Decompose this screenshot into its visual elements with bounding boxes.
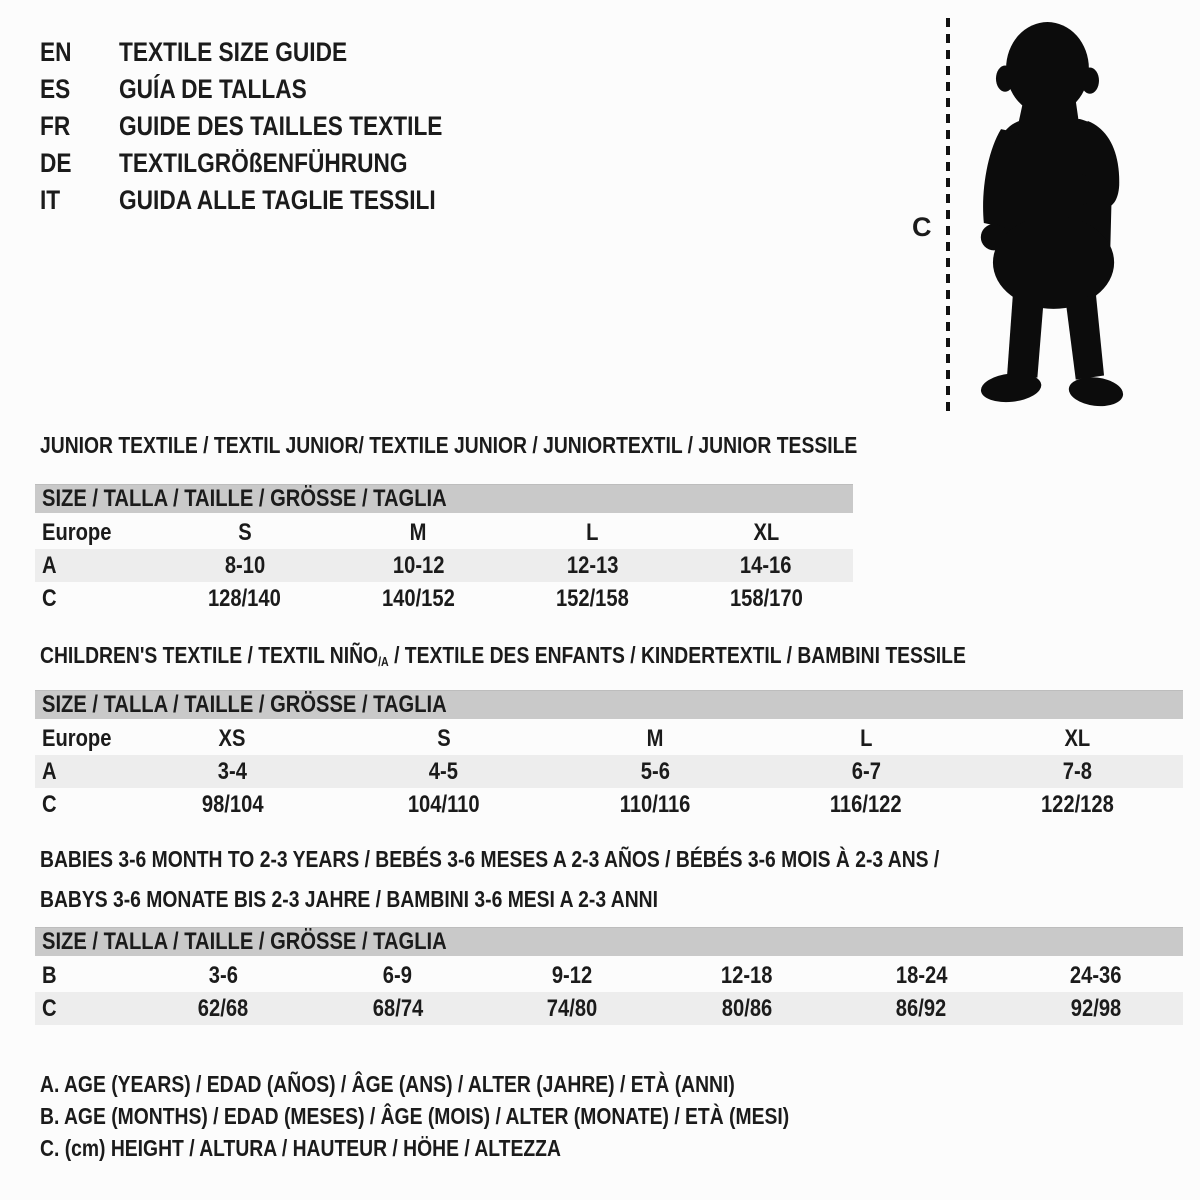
row-label: Europe [42, 518, 112, 546]
size-cell: L [586, 518, 599, 546]
size-cell: 3-4 [217, 757, 248, 785]
size-cell: M [410, 518, 427, 546]
guide-title-es: GUÍA DE TALLAS [119, 74, 307, 104]
size-cell: 8-10 [224, 551, 265, 579]
size-cell: 158/170 [729, 584, 803, 612]
size-cell: 12-18 [720, 961, 773, 989]
junior-section-title: JUNIOR TEXTILE / TEXTIL JUNIOR/ TEXTILE JUNIOR / JUNIORTEXTIL / JUNIOR TESSILE [40, 432, 858, 458]
size-cell: 6-9 [383, 961, 413, 989]
size-cell: 62/68 [198, 994, 249, 1022]
language-row-it [40, 182, 504, 219]
height-dashed-line [944, 18, 952, 418]
size-cell: 152/158 [555, 584, 629, 612]
row-label: C [42, 790, 57, 818]
language-code: IT [40, 185, 61, 215]
size-cell: 104/110 [407, 790, 480, 818]
nino-a-subscript: /A [378, 655, 389, 670]
size-cell: S [237, 518, 252, 546]
size-cell: 80/86 [721, 994, 772, 1022]
size-cell: 68/74 [372, 994, 423, 1022]
size-cell: 4-5 [429, 757, 459, 785]
guide-title-it: GUIDA ALLE TAGLIE TESSILI [119, 185, 436, 215]
size-cell: L [859, 724, 873, 752]
language-code: DE [40, 148, 72, 178]
size-cell: M [646, 724, 664, 752]
language-row-de [40, 145, 504, 182]
size-cell: 5-6 [640, 757, 670, 785]
size-cell: XL [753, 518, 779, 546]
guide-title-fr: GUIDE DES TAILLES TEXTILE [119, 111, 443, 141]
size-cell: 10-12 [392, 551, 445, 579]
size-cell: 110/116 [619, 790, 691, 818]
size-cell: 140/152 [381, 584, 455, 612]
size-cell: 74/80 [546, 994, 598, 1022]
size-cell: 14-16 [740, 551, 792, 579]
size-cell: 18-24 [895, 961, 947, 989]
size-cell: 98/104 [201, 790, 264, 818]
measure-legend [40, 1068, 932, 1164]
guide-title-de: TEXTILGRÖßENFÜHRUNG [119, 148, 408, 178]
row-label: A [42, 757, 57, 785]
row-label: B [42, 961, 57, 989]
legend-line-c: C. (cm) HEIGHT / ALTURA / HAUTEUR / HÖHE / ALTEZZA [40, 1135, 561, 1161]
table-row [35, 992, 1183, 1025]
size-cell: XS [218, 724, 246, 752]
row-label: Europe [42, 724, 112, 752]
table-row [35, 515, 853, 550]
size-cell: 92/98 [1070, 994, 1121, 1022]
table-row [35, 755, 1183, 788]
language-title-list [40, 34, 504, 219]
row-label: A [42, 551, 57, 579]
size-header-bar: SIZE / TALLA / TAILLE / GRÖSSE / TAGLIA [35, 485, 853, 515]
size-cell: 3-6 [208, 961, 238, 989]
size-cell: 6-7 [851, 757, 881, 785]
children-section-title: CHILDREN'S TEXTILE / TEXTIL NIÑO/A / TEXTILE DES ENFANTS / KINDERTEXTIL / BAMBINI TESSILE [40, 642, 966, 670]
language-row-fr [40, 108, 504, 145]
size-header-bar: SIZE / TALLA / TAILLE / GRÖSSE / TAGLIA [35, 691, 1183, 721]
guide-title-en: TEXTILE SIZE GUIDE [119, 37, 348, 67]
table-row [35, 549, 853, 582]
size-cell: S [436, 724, 451, 752]
row-label: C [42, 584, 57, 612]
size-cell: 12-13 [566, 551, 618, 579]
size-cell: 122/128 [1040, 790, 1114, 818]
language-row-es [40, 71, 504, 108]
toddler-silhouette-icon [962, 16, 1138, 420]
babies-section-title: BABIES 3-6 MONTH TO 2-3 YEARS / BEBÉS 3-6 MESES A 2-3 AÑOS / BÉBÉS 3-6 MOIS À 2-3 ANS / BABYS 3-6 MONATE BIS 2-3 JAHRE / BAMBINI 3-6 MESI A 2-3 ANNI [40, 846, 940, 912]
language-row-en [40, 34, 504, 71]
row-label: C [42, 994, 57, 1022]
babies-size-table [35, 927, 1183, 1025]
size-cell: 86/92 [895, 994, 947, 1022]
size-cell: 7-8 [1062, 757, 1092, 785]
table-row [35, 582, 853, 615]
language-code: EN [40, 37, 72, 67]
size-cell: 128/140 [208, 584, 282, 612]
legend-line-a: A. AGE (YEARS) / EDAD (AÑOS) / ÂGE (ANS) / ALTER (JAHRE) / ETÀ (ANNI) [40, 1071, 735, 1097]
table-row [35, 721, 1183, 756]
table-row [35, 788, 1183, 821]
junior-size-table [35, 484, 853, 615]
size-cell: 116/122 [830, 790, 902, 818]
language-code: ES [40, 74, 71, 104]
size-cell: XL [1064, 724, 1091, 752]
table-row [35, 958, 1183, 993]
legend-line-b: B. AGE (MONTHS) / EDAD (MESES) / ÂGE (MOIS) / ALTER (MONATE) / ETÀ (MESI) [40, 1103, 790, 1129]
height-measure-label: C [912, 212, 932, 242]
children-size-table [35, 690, 1183, 821]
size-cell: 24-36 [1069, 961, 1122, 989]
size-cell: 9-12 [552, 961, 593, 989]
size-header-bar: SIZE / TALLA / TAILLE / GRÖSSE / TAGLIA [35, 928, 1183, 958]
language-code: FR [40, 111, 71, 141]
